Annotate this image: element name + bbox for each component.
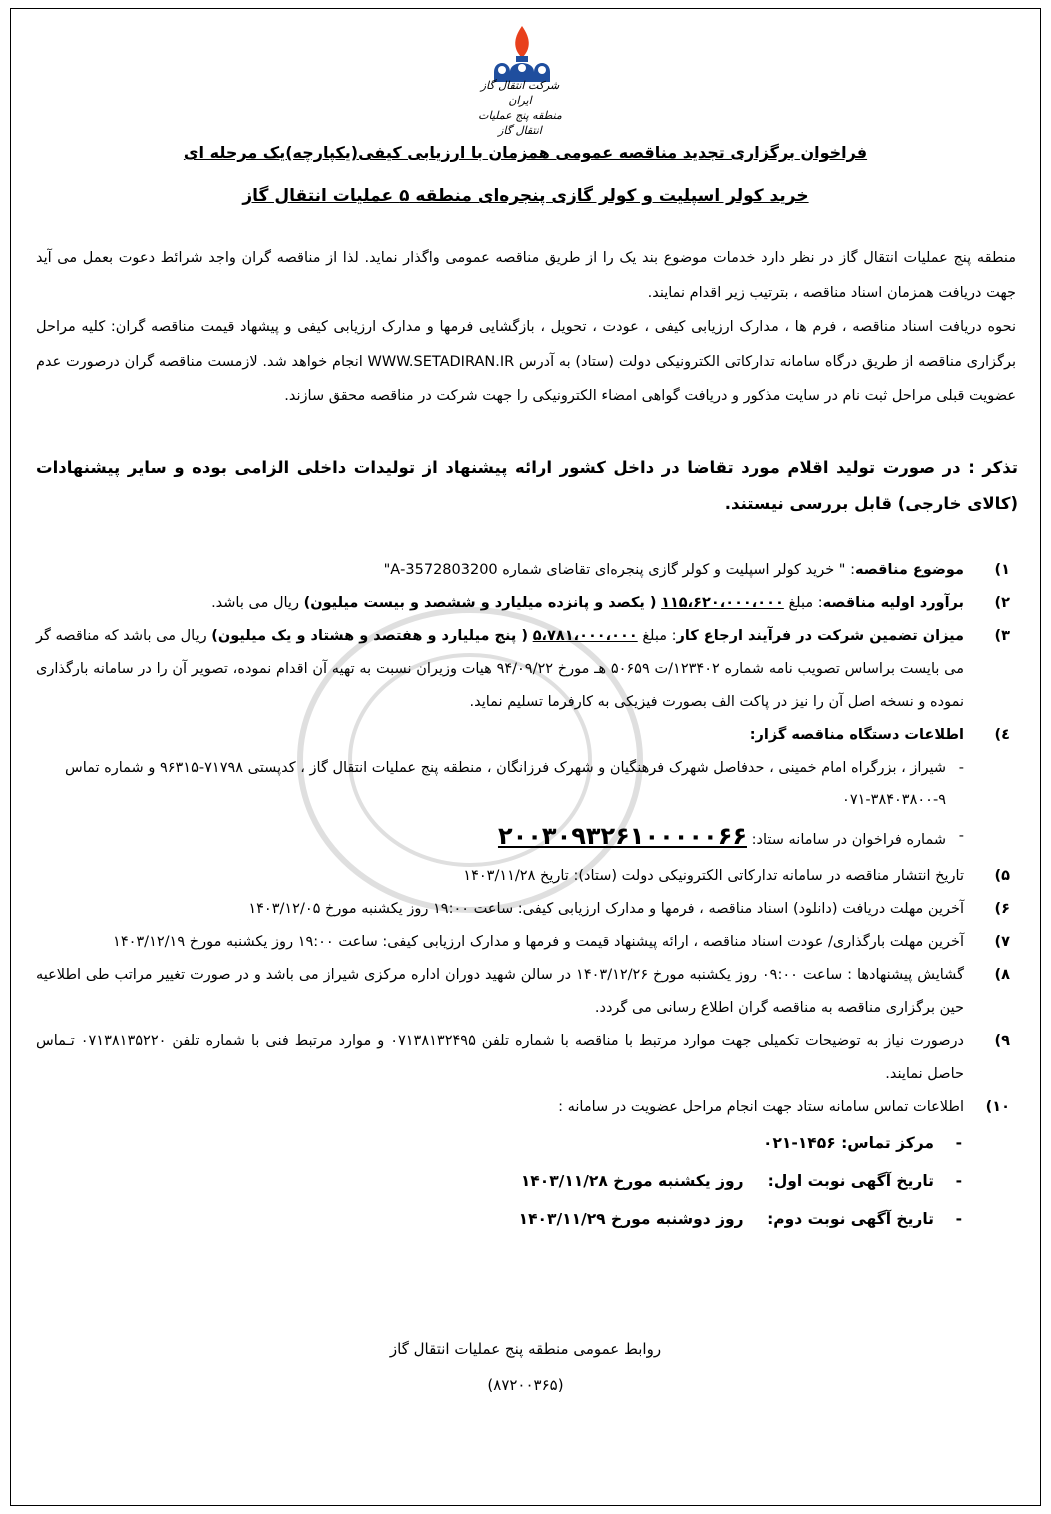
- item-number: ۱۰): [985, 1099, 1010, 1115]
- intro-p1: منطقه پنج عملیات انتقال گاز در نظر دارد خدمات موضوع بند یک را از طریق مناقصه عمومی واگذار نماید. لذا از مناقصه گران واجد شرائط دعوت بعمل می آید جهت دریافت همزمان اسناد مناقصه ، بترتیب زیر اقدام نمایند.: [36, 250, 1016, 301]
- item-text: تاریخ انتشار مناقصه در سامانه تدارکاتی الکترونیکی دولت (ستاد): تاریخ ۱۴۰۳/۱۱/۲۸: [463, 868, 964, 884]
- page-title: [0, 143, 1051, 162]
- second-notice-label: تاریخ آگهی نوبت دوم:: [767, 1210, 934, 1228]
- item-text: اطلاعات تماس سامانه ستاد جهت انجام مراحل عضویت در سامانه :: [558, 1099, 964, 1115]
- item-text: آخرین مهلت دریافت (دانلود) اسناد مناقصه ، فرمها و مدارک ارزیابی کیفی: ساعت ۱۹:۰۰ روز یکشنبه مورخ ۱۴۰۳/۱۲/۰۵: [248, 901, 964, 917]
- item-number: ۹): [994, 1033, 1010, 1049]
- intro-p2-after: انجام خواهد شد. لازمست مناقصه گران درصورت عدم عضویت قبلی مراحل ثبت نام در سایت مذکور و دریافت گواهی امضاء الکترونیکی را جهت شرکت در مناقصه محقق سازند.: [36, 353, 1016, 404]
- item-label: موضوع مناقصه: [854, 562, 964, 578]
- list-item: [36, 926, 1016, 959]
- list-item: [36, 860, 1016, 893]
- amount-words: ( پنج میلیارد و هفتصد و هشتاد و یک میلیون): [211, 628, 529, 644]
- address-line: - شیراز ، بزرگراه امام خمینی ، حدفاصل شهرک فرهنگیان و شهرک فرزانگان ، منطقه پنج عملیات انتقال گاز ، کدپستی ۷۱۷۹۸-۹۶۳۱۵ و شماره تماس ۹-۳۸۴۰۳۸۰۰-۰۷۱: [65, 760, 964, 808]
- intro-p2-before: نحوه دریافت اسناد مناقصه ، فرم ها ، مدارک ارزیابی کیفی ، عودت ، تحویل ، بازگشایی فرمها و مدارک ارزیابی کیفی و پیشهاد قیمت مناقصه گران: کلیه مراحل برگزاری مناقصه از طریق درگاه سامانه تدارکاتی الکترونیکی دولت (ستاد) به آدرس: [36, 319, 1017, 370]
- item-label: برآورد اولیه مناقصه: [822, 595, 964, 611]
- amount-words: ( یکصد و پانزده میلیارد و ششصد و بیست میلیون): [303, 595, 657, 611]
- item-number: ۶): [994, 901, 1010, 917]
- item-text: آخرین مهلت بارگذاری/ عودت اسناد مناقصه ، ارائه پیشنهاد قیمت و فرمها و مدارک ارزیابی کیفی: ساعت ۱۹:۰۰ روز یکشنبه مورخ ۱۴۰۳/۱۲/۱۹: [113, 934, 964, 950]
- list-item: [36, 587, 1016, 620]
- company-line-2: منطقه پنج عملیات انتقال گاز: [478, 109, 562, 137]
- item-pre: : مبلغ: [642, 628, 677, 644]
- setad-number-line: - شماره فراخوان در سامانه ستاد: ۲۰۰۳۰۹۳۲۶۱۰۰۰۰۰۶۶: [497, 822, 964, 850]
- item-post: ریال می باشد.: [211, 595, 299, 611]
- subtitle-text: خرید کولر اسپلیت و کولر گازی پنجره‌ای منطقه ۵ عملیات انتقال گاز: [242, 186, 809, 206]
- call-center-label: مرکز تماس: ۱۴۵۶-۰۲۱: [763, 1134, 934, 1152]
- item-text: گشایش پیشنهادها : ساعت ۰۹:۰۰ روز یکشنبه مورخ ۱۴۰۳/۱۲/۲۶ در سالن شهید دوران اداره مرکزی شیراز می باشد و در صورت تغییر مراتب طی اطلاعیه حین برگزاری مناقصه به مناقصه گران اطلاع رسانی می گردد.: [36, 967, 964, 1016]
- item-text: درصورت نیاز به توضیحات تکمیلی جهت موارد مرتبط با مناقصه با شماره تلفن ۰۷۱۳۸۱۳۲۴۹۵ و موارد مرتبط فنی با شماره تلفن ۰۷۱۳۸۱۳۵۲۲۰ تـماس حاصل نمایند.: [36, 1033, 964, 1082]
- item-number: ۸): [994, 967, 1010, 983]
- company-caption: [475, 78, 565, 138]
- list-item: [36, 1091, 1016, 1124]
- title-text: فراخوان برگزاری تجدید مناقصه عمومی همزمان با ارزیابی کیفی(یکپارچه)یک مرحله ای: [183, 143, 868, 162]
- item-number: ۳): [994, 628, 1010, 644]
- footer-phone: (۸۷۲۰۰۳۶۵): [487, 1376, 564, 1394]
- second-notice-line: - تاریخ آگهی نوبت دوم: روز دوشنبه مورخ ۱۴۰۳/۱۱/۲۹: [36, 1200, 1016, 1238]
- footer-signature: روابط عمومی منطقه پنج عملیات انتقال گاز: [389, 1340, 662, 1358]
- item-number: ٤): [994, 727, 1010, 743]
- list-item: [36, 719, 1016, 752]
- item-number: ۱): [994, 562, 1010, 578]
- company-line-1: شرکت انتقال گاز ایران: [480, 79, 560, 107]
- list-item: [36, 959, 1016, 1025]
- intro-paragraph: [36, 241, 1016, 414]
- item-number: ۵): [994, 868, 1010, 884]
- note-paragraph: تذکر : در صورت تولید اقلام مورد تقاضا در داخل کشور ارائه پیشنهاد از تولیدات داخلی الزامی بوده و سایر پیشنهادات (کالای خارجی) قابل بررسی نیستند.: [36, 458, 1018, 513]
- intro-p2: [36, 310, 1016, 414]
- item-number: ۲): [994, 595, 1010, 611]
- item-label: اطلاعات دستگاه مناقصه گزار:: [749, 727, 964, 743]
- first-notice-line: - تاریخ آگهی نوبت اول: روز یکشنبه مورخ ۱۴۰۳/۱۱/۲۸: [36, 1162, 1016, 1200]
- item-number: ۷): [994, 934, 1010, 950]
- setad-website-link[interactable]: WWW.SETADIRAN.IR: [367, 353, 515, 370]
- page-subtitle: [0, 186, 1051, 206]
- amount-value: ۵،۷۸۱،۰۰۰،۰۰۰: [532, 628, 638, 644]
- first-notice-value: روز یکشنبه مورخ ۱۴۰۳/۱۱/۲۸: [520, 1172, 744, 1190]
- list-item: [36, 620, 1016, 719]
- call-center-line: - مرکز تماس: ۱۴۵۶-۰۲۱: [763, 1134, 962, 1152]
- tender-items-list: [36, 554, 1016, 1238]
- item-label: میزان تضمین شرکت در فرآیند ارجاع کار: [676, 628, 964, 644]
- list-item: [36, 893, 1016, 926]
- first-notice-label: تاریخ آگهی نوبت اول:: [767, 1172, 934, 1190]
- amount-value: ۱۱۵،۶۲۰،۰۰۰،۰۰۰: [661, 595, 784, 611]
- list-item: [36, 554, 1016, 587]
- list-item: [36, 1025, 1016, 1091]
- item-pre: : مبلغ: [788, 595, 823, 611]
- setad-number: ۲۰۰۳۰۹۳۲۶۱۰۰۰۰۰۶۶: [497, 822, 747, 850]
- second-notice-value: روز دوشنبه مورخ ۱۴۰۳/۱۱/۲۹: [518, 1210, 744, 1228]
- item-text: : " خرید کولر اسپلیت و کولر گازی پنجره‌ای تقاضای شماره 3572803200-A": [383, 562, 855, 578]
- setad-label: شماره فراخوان در سامانه ستاد:: [751, 832, 946, 848]
- address-text: شیراز ، بزرگراه امام خمینی ، حدفاصل شهرک فرهنگیان و شهرک فرزانگان ، منطقه پنج عملیات انتقال گاز ، کدپستی ۷۱۷۹۸-۹۶۳۱۵ و شماره تماس ۹-۳۸۴۰۳۸۰۰-۰۷۱: [65, 760, 946, 808]
- item-post: ریال می باشد که مناقصه گر می بایست براساس تصویب نامه شماره ۱۲۳۴۰۲/ت ۵۰۶۵۹ هـ مورخ ۹۴/۰۹/۲۲ هیات وزیران نسبت به تهیه آن اقدام نموده، تصویر آن را در سامانه بارگذاری نموده و نسخه اصل آن را نیز در پاکت الف بصورت فیزیکی به کارفرما تسلیم نماید.: [36, 628, 964, 710]
